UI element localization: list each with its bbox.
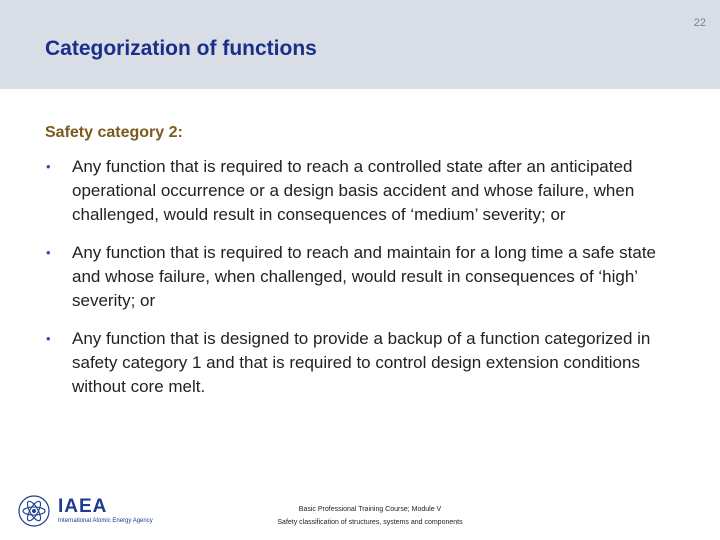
bullet-text-1: Any function that is required to reach a controlled state after an anticipated operational occurrence or a design basis accident and whose failure, when challenged, would result in consequences of ‘medium’ severity; or xyxy=(72,157,635,224)
bullet-list xyxy=(45,155,685,413)
section-subtitle: Safety category 2: xyxy=(45,124,183,141)
bullet-icon: • xyxy=(46,159,51,174)
slide-number: 22 xyxy=(693,17,706,29)
iaea-logo xyxy=(16,494,166,528)
bullet-item-2 xyxy=(45,241,685,313)
logo-name: IAEA xyxy=(58,496,108,517)
logo-subtitle: International Atomic Energy Agency xyxy=(58,518,153,524)
bullet-item-3 xyxy=(45,327,685,399)
bullet-text-3: Any function that is designed to provide a backup of a function categorized in safety category 1 and that is required to control design extension conditions without core melt. xyxy=(72,329,651,396)
bullet-text-2: Any function that is required to reach and maintain for a long time a safe state and whose failure, when challenged, would result in consequences of ‘high’ severity; or xyxy=(72,243,657,310)
header-band xyxy=(0,0,720,89)
slide-title: Categorization of functions xyxy=(45,37,317,60)
bullet-icon: • xyxy=(46,245,51,260)
footer-topic: Safety classification of structures, systems and components xyxy=(277,519,463,526)
bullet-item-1 xyxy=(45,155,685,227)
atom-emblem-icon xyxy=(16,494,52,528)
footer-course: Basic Professional Training Course; Module V xyxy=(298,506,442,513)
bullet-icon: • xyxy=(46,331,51,346)
